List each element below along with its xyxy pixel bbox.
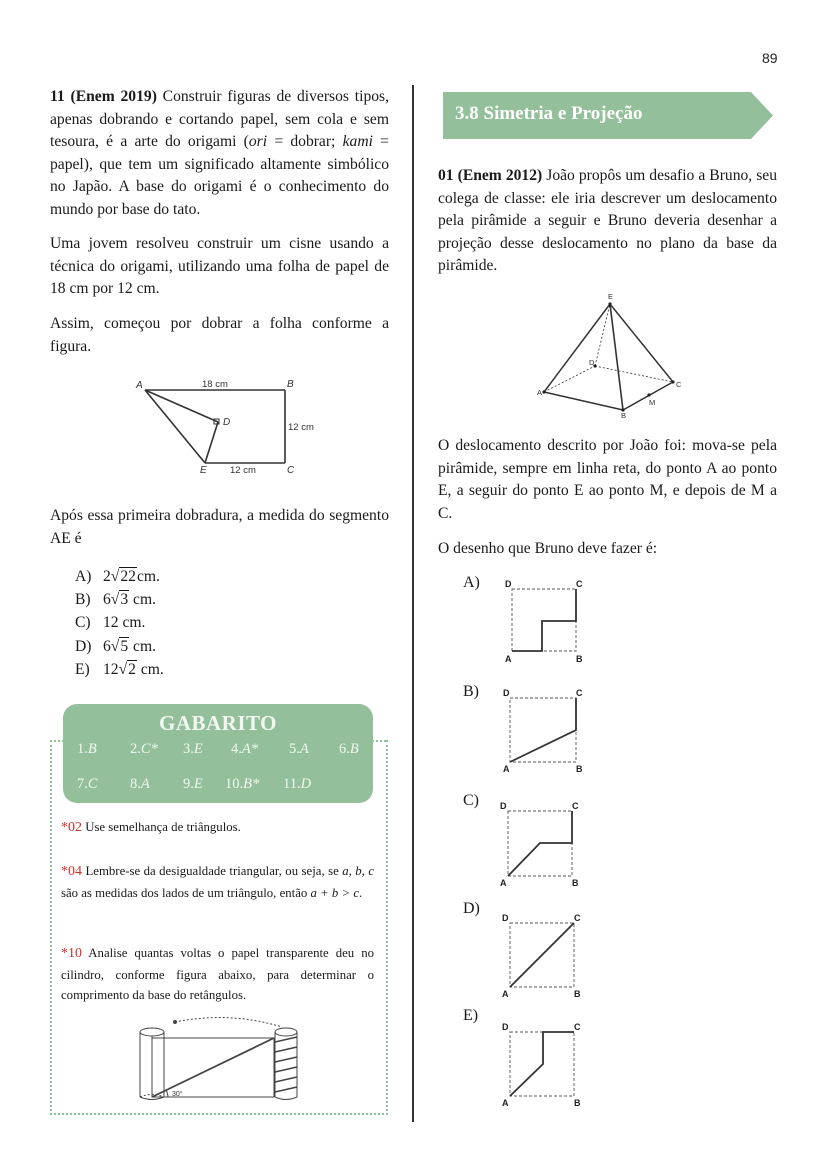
svg-text:B: B	[572, 878, 579, 888]
svg-text:C: C	[574, 913, 581, 923]
label-c: C	[287, 465, 295, 475]
q11-paragraph-2: Uma jovem resolveu construir um cisne usando a técnica do origami, utilizando uma folha de papel de 18 cm por 12 cm.	[50, 235, 389, 298]
q01-intro: João propôs um desafio a Bruno, seu colega de classe: ele iria descrever um deslocamento pela pirâmide a seguir e Bruno deveria desenhar a projeção desse deslocamento no plano da base da pirâmide.	[438, 167, 777, 275]
label-d: D	[223, 417, 231, 428]
q11-statement	[50, 86, 389, 222]
note-04: *04 Lembre-se da desigualdade triangular, ou seja, se a, b, c são as medidas dos lados de um triângulo, então a + b > c.	[61, 864, 375, 900]
svg-text:B: B	[574, 989, 581, 999]
note-02: *02 Use semelhança de triângulos.	[61, 820, 241, 835]
frame-top-left	[50, 740, 64, 742]
alt-a-label[interactable]: A)	[463, 574, 480, 591]
length-top: 18 cm	[202, 379, 228, 390]
option-c[interactable]: C) 12 cm.	[75, 614, 146, 632]
q11-question: Após essa primeira dobradura, a medida do segmento AE é	[50, 507, 389, 547]
svg-text:D: D	[505, 579, 512, 589]
alt-c-figure[interactable]	[498, 799, 588, 891]
option-b[interactable]: B) 6√3 cm.	[75, 588, 164, 611]
svg-text:C: C	[572, 801, 579, 811]
svg-text:D: D	[503, 688, 510, 698]
q01-statement	[438, 165, 777, 278]
q01-paragraph-3: O desenho que Bruno deve fazer é:	[438, 540, 658, 557]
answer-item: 10.B*	[225, 776, 260, 792]
svg-text:A: A	[502, 989, 509, 999]
svg-text:D: D	[502, 913, 509, 923]
pyramid-label-m: M	[649, 398, 656, 407]
sqrt-symbol: √5	[110, 637, 129, 655]
svg-text:A: A	[505, 654, 512, 664]
option-a[interactable]: A) 2√22cm.	[75, 565, 164, 588]
answer-item: 11.D	[283, 776, 312, 792]
q01-source: 01 (Enem 2012)	[438, 167, 543, 184]
svg-text:A: A	[500, 878, 507, 888]
answer-item: 2.C*	[130, 741, 158, 757]
q11-ori-def: = dobrar;	[267, 133, 343, 151]
q11-intro: Construir figuras de diversos tipos, apenas dobrando e cortando papel, sem cola e sem tesoura, é a arte do origami (	[50, 88, 389, 151]
alt-d-label[interactable]: D)	[463, 900, 480, 917]
frame-top-right	[372, 740, 386, 742]
svg-text:D: D	[502, 1022, 509, 1032]
label-a: A	[136, 380, 143, 391]
q01-paragraph-2: O deslocamento descrito por João foi: mova-se pela pirâmide, sempre em linha reta, do ponto A ao ponto E, a seguir do ponto E ao ponto M, e depois de M a C.	[438, 437, 777, 522]
length-right: 12 cm	[288, 422, 314, 433]
q11-source: 11 (Enem 2019)	[50, 88, 157, 105]
section-banner	[443, 92, 773, 139]
svg-text:C: C	[574, 1022, 581, 1032]
alt-c-label[interactable]: C)	[463, 792, 479, 809]
svg-text:D: D	[500, 801, 507, 811]
alt-e-label[interactable]: E)	[463, 1007, 479, 1024]
section-title: 3.8 Simetria e Projeção	[455, 103, 643, 124]
option-e[interactable]: E) 12√2 cm.	[75, 658, 164, 681]
alt-a-figure[interactable]	[500, 577, 590, 667]
sqrt-symbol: √3	[110, 591, 129, 609]
q11-options	[75, 565, 164, 681]
q11-ori: ori	[248, 133, 268, 151]
alt-e-figure[interactable]	[498, 1020, 588, 1112]
svg-text:A: A	[502, 1098, 509, 1108]
q11-kami: kami	[342, 133, 373, 151]
pyramid-label-b: B	[621, 411, 627, 418]
answer-item: 1.B	[77, 741, 97, 757]
svg-text:C: C	[576, 579, 583, 589]
column-divider	[412, 85, 414, 1122]
pyramid-label-d: D	[589, 358, 595, 367]
answer-item: 5.A	[289, 741, 309, 757]
svg-text:C: C	[576, 688, 583, 698]
svg-text:B: B	[576, 764, 583, 774]
sqrt-symbol: √2	[118, 660, 136, 678]
page-number: 89	[762, 50, 778, 66]
answer-item: 9.E	[183, 776, 203, 792]
q11-kami-def: = papel), que tem um significado altamente simbólico no Japão. A base do origami é o conhecimento do mundo por base do tato.	[50, 133, 389, 218]
origami-fold-figure	[130, 375, 330, 475]
length-bottom: 12 cm	[230, 465, 256, 475]
answer-item: 6.B	[339, 741, 359, 757]
alt-d-figure[interactable]	[498, 911, 588, 1001]
svg-text:B: B	[574, 1098, 581, 1108]
svg-text:A: A	[503, 764, 510, 774]
answer-item: 3.E	[183, 741, 203, 757]
angle-label: 30°	[172, 1091, 183, 1098]
svg-text:B: B	[576, 654, 583, 664]
label-b: B	[287, 379, 294, 390]
q11-paragraph-3: Assim, começou por dobrar a folha conforme a figura.	[50, 315, 389, 355]
pyramid-label-c: C	[676, 380, 682, 389]
pyramid-label-a: A	[537, 388, 543, 397]
alt-b-figure[interactable]	[500, 686, 590, 776]
answer-item: 7.C	[77, 776, 98, 792]
cylinder-wrap-figure	[135, 1015, 310, 1105]
answer-item: 8.A	[130, 776, 150, 792]
sqrt-symbol: √22	[110, 568, 136, 585]
alt-b-label[interactable]: B)	[463, 683, 479, 700]
option-d[interactable]: D) 6√5 cm.	[75, 635, 164, 658]
gabarito-box	[63, 704, 373, 803]
note-10: *10 Analise quantas voltas o papel transparente deu no cilindro, conforme figura abaixo, para determinar o comprimento da base do retângulos.	[61, 946, 374, 1002]
pyramid-figure	[535, 288, 685, 418]
pyramid-label-e: E	[608, 292, 614, 301]
label-e: E	[200, 465, 207, 475]
answer-item: 4.A*	[231, 741, 258, 757]
gabarito-title: GABARITO	[159, 711, 277, 735]
